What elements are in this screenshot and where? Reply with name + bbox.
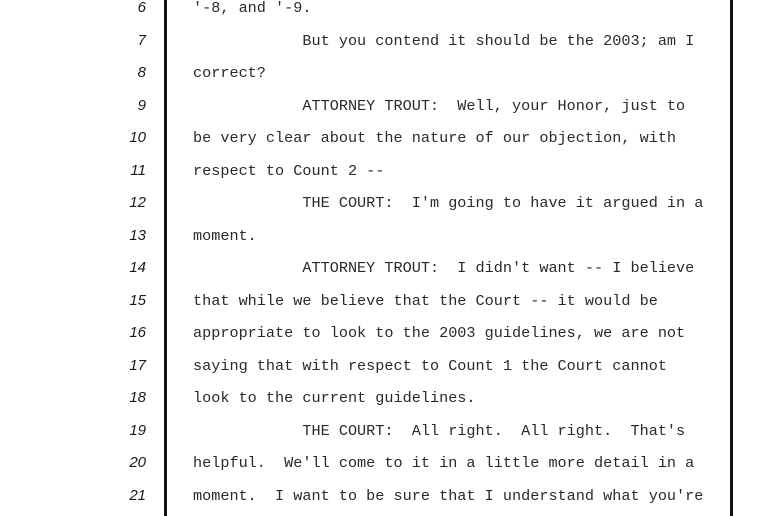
line-text: saying that with respect to Count 1 the Court cannot [193, 356, 667, 375]
transcript-line [0, 414, 780, 446]
line-number: 12 [129, 194, 146, 211]
line-number: 17 [129, 356, 146, 374]
line-text: respect to Count 2 -- [193, 161, 385, 180]
line-text: be very clear about the nature of our objection, with [193, 129, 677, 147]
line-text: look to the current guidelines. [193, 389, 476, 407]
line-number: 6 [137, 0, 146, 16]
transcript-line [0, 56, 780, 88]
transcript-line [0, 381, 780, 413]
transcript-line [0, 251, 780, 283]
line-number: 21 [129, 486, 146, 504]
transcript-line [0, 0, 780, 23]
line-number: 13 [129, 226, 146, 244]
line-number: 9 [137, 96, 146, 114]
transcript-line [0, 89, 780, 121]
transcript-line [0, 154, 780, 186]
line-number: 20 [129, 454, 146, 471]
transcript-line [0, 316, 780, 348]
line-text: appropriate to look to the 2003 guidelines, we are not [193, 324, 686, 342]
transcript-line [0, 479, 780, 511]
line-text: ATTORNEY TROUT: Well, your Honor, just to [193, 96, 686, 115]
line-number: 14 [129, 259, 146, 276]
transcript-line [0, 121, 780, 153]
line-text: that while we believe that the Court -- it would be [193, 291, 658, 310]
line-text: moment. [193, 226, 257, 245]
line-number: 10 [129, 129, 146, 146]
line-number: 18 [129, 389, 146, 406]
line-number: 19 [129, 421, 146, 439]
line-text: correct? [193, 64, 266, 82]
transcript-line [0, 24, 780, 56]
transcript-line [0, 284, 780, 316]
line-text: ATTORNEY TROUT: I didn't want -- I believe [193, 259, 695, 277]
line-number: 8 [137, 64, 146, 81]
line-text: helpful. We'll come to it in a little more detail in a [193, 454, 695, 472]
line-number: 7 [137, 31, 146, 49]
line-text: '-8, and '-9. [193, 0, 312, 17]
transcript-line [0, 186, 780, 218]
line-text: moment. I want to be sure that I understand what you're [193, 486, 704, 505]
line-number: 11 [130, 161, 146, 179]
line-number: 15 [129, 291, 146, 309]
line-text: But you contend it should be the 2003; am I [193, 31, 695, 50]
line-text: THE COURT: All right. All right. That's [193, 421, 686, 440]
transcript-line [0, 219, 780, 251]
line-number: 16 [129, 324, 146, 341]
transcript-line [0, 446, 780, 478]
line-text: THE COURT: I'm going to have it argued in a [193, 194, 704, 212]
transcript-line [0, 349, 780, 381]
